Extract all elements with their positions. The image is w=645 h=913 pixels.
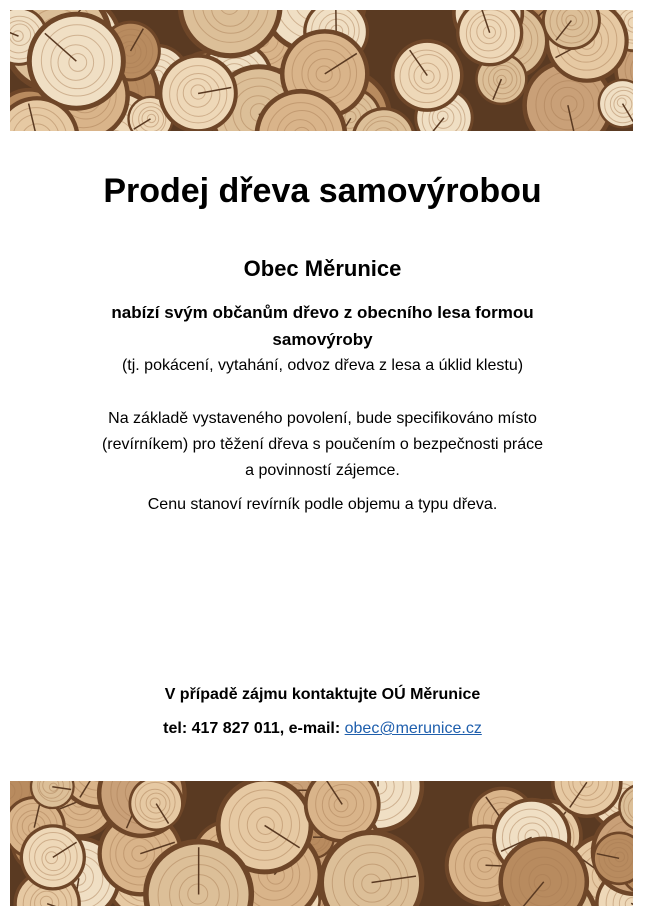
details-paragraph (0, 406, 645, 484)
wood-logs-image (10, 10, 633, 131)
log-end (158, 54, 237, 131)
contact-heading: V případě zájmu kontaktujte OÚ Měrunice (164, 686, 481, 703)
organization-name: Obec Měrunice (243, 256, 402, 281)
price-note: Cenu stanoví revírník podle objemu a typu dřeva. (147, 496, 498, 513)
offer-note: (tj. pokácení, vytahání, odvoz dřeva z lesa a úklid klestu) (121, 357, 524, 374)
wood-logs-banner-top (10, 10, 633, 131)
wood-logs-banner-bottom (10, 781, 633, 906)
wood-logs-image (10, 781, 633, 906)
details-line-1: Na základě vystaveného povolení, bude specifikováno místo (108, 410, 537, 427)
page-title: Prodej dřeva samovýrobou (103, 172, 542, 210)
phone-text: tel: 417 827 011, e-mail: (163, 720, 345, 737)
offer-line-2: samovýroby (272, 330, 373, 349)
offer-line-1: nabízí svým občanům dřevo z obecního lesa formou (111, 303, 534, 322)
email-link[interactable]: obec@merunice.cz (344, 720, 482, 737)
contact-line (0, 717, 645, 741)
log-end (27, 12, 126, 111)
log-end (20, 824, 86, 890)
details-line-2: (revírníkem) pro těžení dřeva s poučením o bezpečnosti práce (101, 436, 544, 453)
log-end (391, 39, 464, 112)
details-line-3: a povinností zájemce. (245, 462, 400, 479)
offer-text (0, 299, 645, 353)
